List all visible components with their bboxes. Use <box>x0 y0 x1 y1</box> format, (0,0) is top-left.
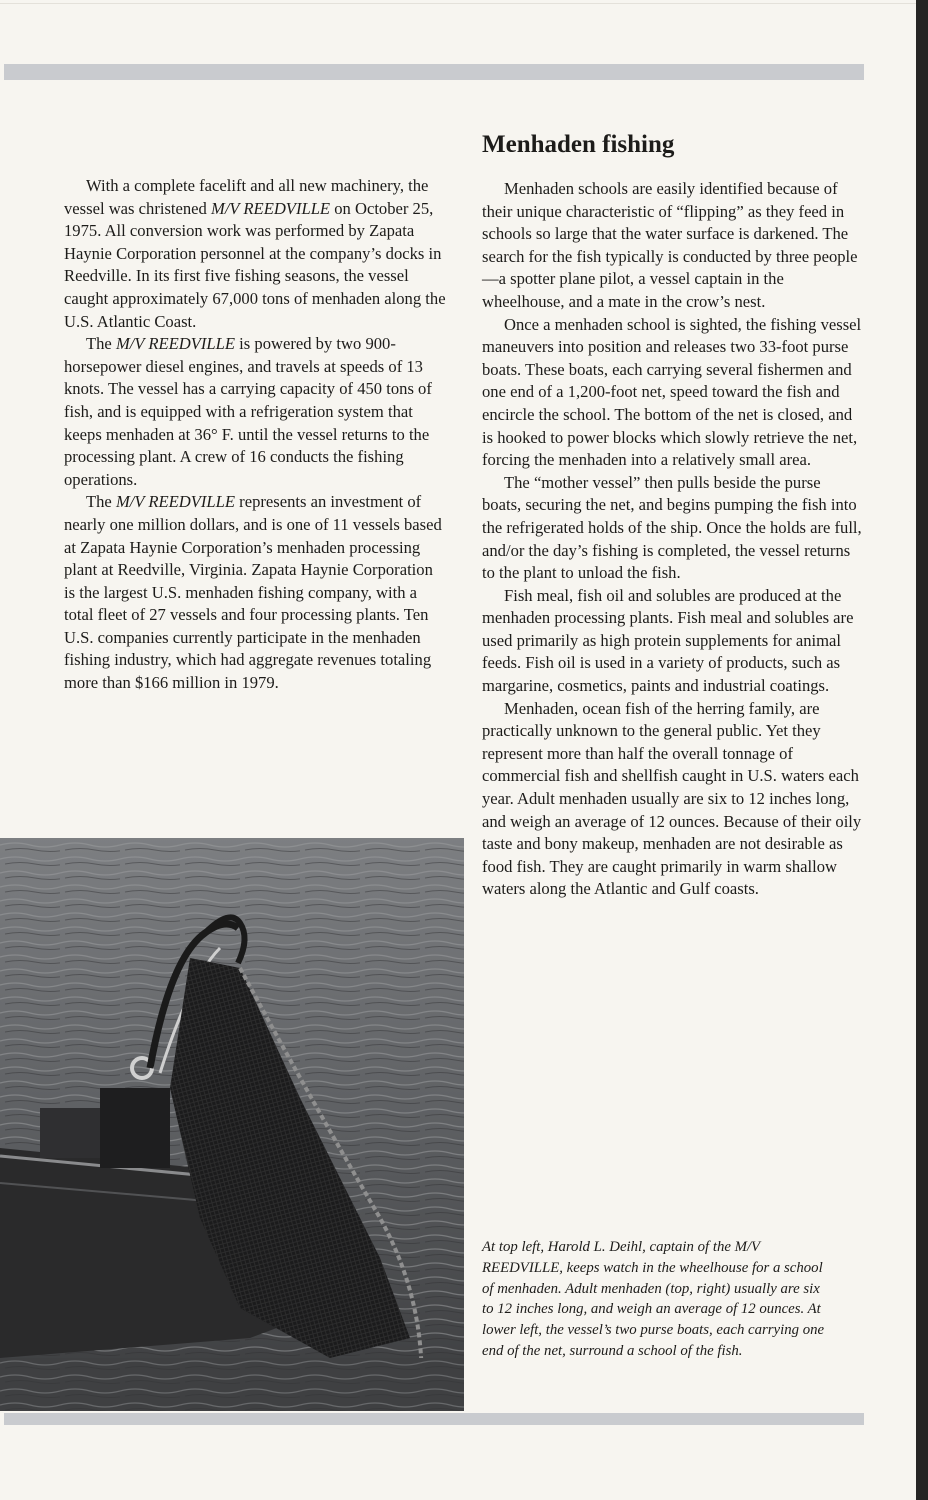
paragraph: Once a menhaden school is sighted, the fishing vessel maneuvers into position and releases two 33-foot purse boats. These boats, each carrying several fishermen and one end of a 1,200-foot net, speed toward the fish and encircle the school. The bottom of the net is closed, and is hooked to power blocks which slowly retrieve the net, forcing the menhaden into a relatively small area. <box>482 314 862 470</box>
paragraph: The “mother vessel” then pulls beside the purse boats, securing the net, and begins pumping the fish into the refrigerated holds of the ship. Once the holds are full, and/or the day’s fishing is completed, the vessel returns to the plant to unload the fish. <box>482 472 862 583</box>
paragraph: Fish meal, fish oil and solubles are produced at the menhaden processing plants. Fish meal and solubles are used primarily as high protein supplements for animal feeds. Fish oil is used in a variety of products, such as margarine, cosmetics, paints and industrial coatings. <box>482 585 854 696</box>
right-column <box>482 178 862 901</box>
bottom-gray-rule <box>4 1413 864 1425</box>
page-top-edge <box>0 3 928 4</box>
paragraph: Menhaden, ocean fish of the herring family, are practically unknown to the general public. Yet they represent more than half the overall tonnage of commercial fish and shellfish caught in U.S. waters each year. Adult menhaden usually are six to 12 inches long, and weigh an average of 12 ounces. Because of their oily taste and bony makeup, menhaden are not desirable as food fish. They are caught primarily in warm shallow waters along the Atlantic and Gulf coasts. <box>482 698 862 899</box>
paragraph: Menhaden schools are easily identified because of their unique characteristic of “flipping” as they feed in schools so large that the water surface is darkened. The search for the fish typically is conducted by three people—a spotter plane pilot, a vessel captain in the wheelhouse, and a mate in the crow’s nest. <box>482 179 858 311</box>
vessel-name: M/V REEDVILLE <box>115 492 236 512</box>
fishing-boat-photo <box>0 838 464 1411</box>
photo-caption: At top left, Harold L. Deihl, captain of the M/V REEDVILLE, keeps watch in the wheelhouse for a school of menhaden. Adult menhaden (top, right) usually are six to 12 inches long, and weigh an average of 12 ounces. At lower left, the vessel’s two purse boats, each carrying one end of the net, surround a school of the fish. <box>482 1239 825 1359</box>
top-gray-rule <box>4 64 864 80</box>
left-column <box>64 175 448 695</box>
section-heading: Menhaden fishing <box>482 131 675 158</box>
paragraph: With a complete facelift and all new machinery, the vessel was christened M/V REEDVILLE on October 25, 1975. All conversion work was performed by Zapata Haynie Corporation personnel at the company’s docks in Reedville. In its first five fishing seasons, the vessel caught approximately 67,000 tons of menhaden along the U.S. Atlantic Coast. <box>64 176 446 331</box>
page-right-edge <box>916 0 928 1500</box>
vessel-name: M/V REEDVILLE <box>211 198 331 218</box>
paragraph: The M/V REEDVILLE is powered by two 900-horsepower diesel engines, and travels at speeds of 13 knots. The vessel has a carrying capacity of 450 tons of fish, and is equipped with a refrigeration system that keeps menhaden at 36° F. until the vessel returns to the processing plant. A crew of 16 conducts the fishing operations. <box>64 334 432 489</box>
paragraph: The M/V REEDVILLE represents an investment of nearly one million dollars, and is one of 11 vessels based at Zapata Haynie Corporation’s menhaden processing plant at Reedville, Virginia. Zapata Haynie Corporation is the largest U.S. menhaden fishing company, with a total fleet of 27 vessels and four processing plants. Ten U.S. companies currently participate in the menhaden fishing industry, which had aggregate revenues totaling more than $166 million in 1979. <box>64 492 442 693</box>
vessel-name: M/V REEDVILLE <box>115 334 236 354</box>
